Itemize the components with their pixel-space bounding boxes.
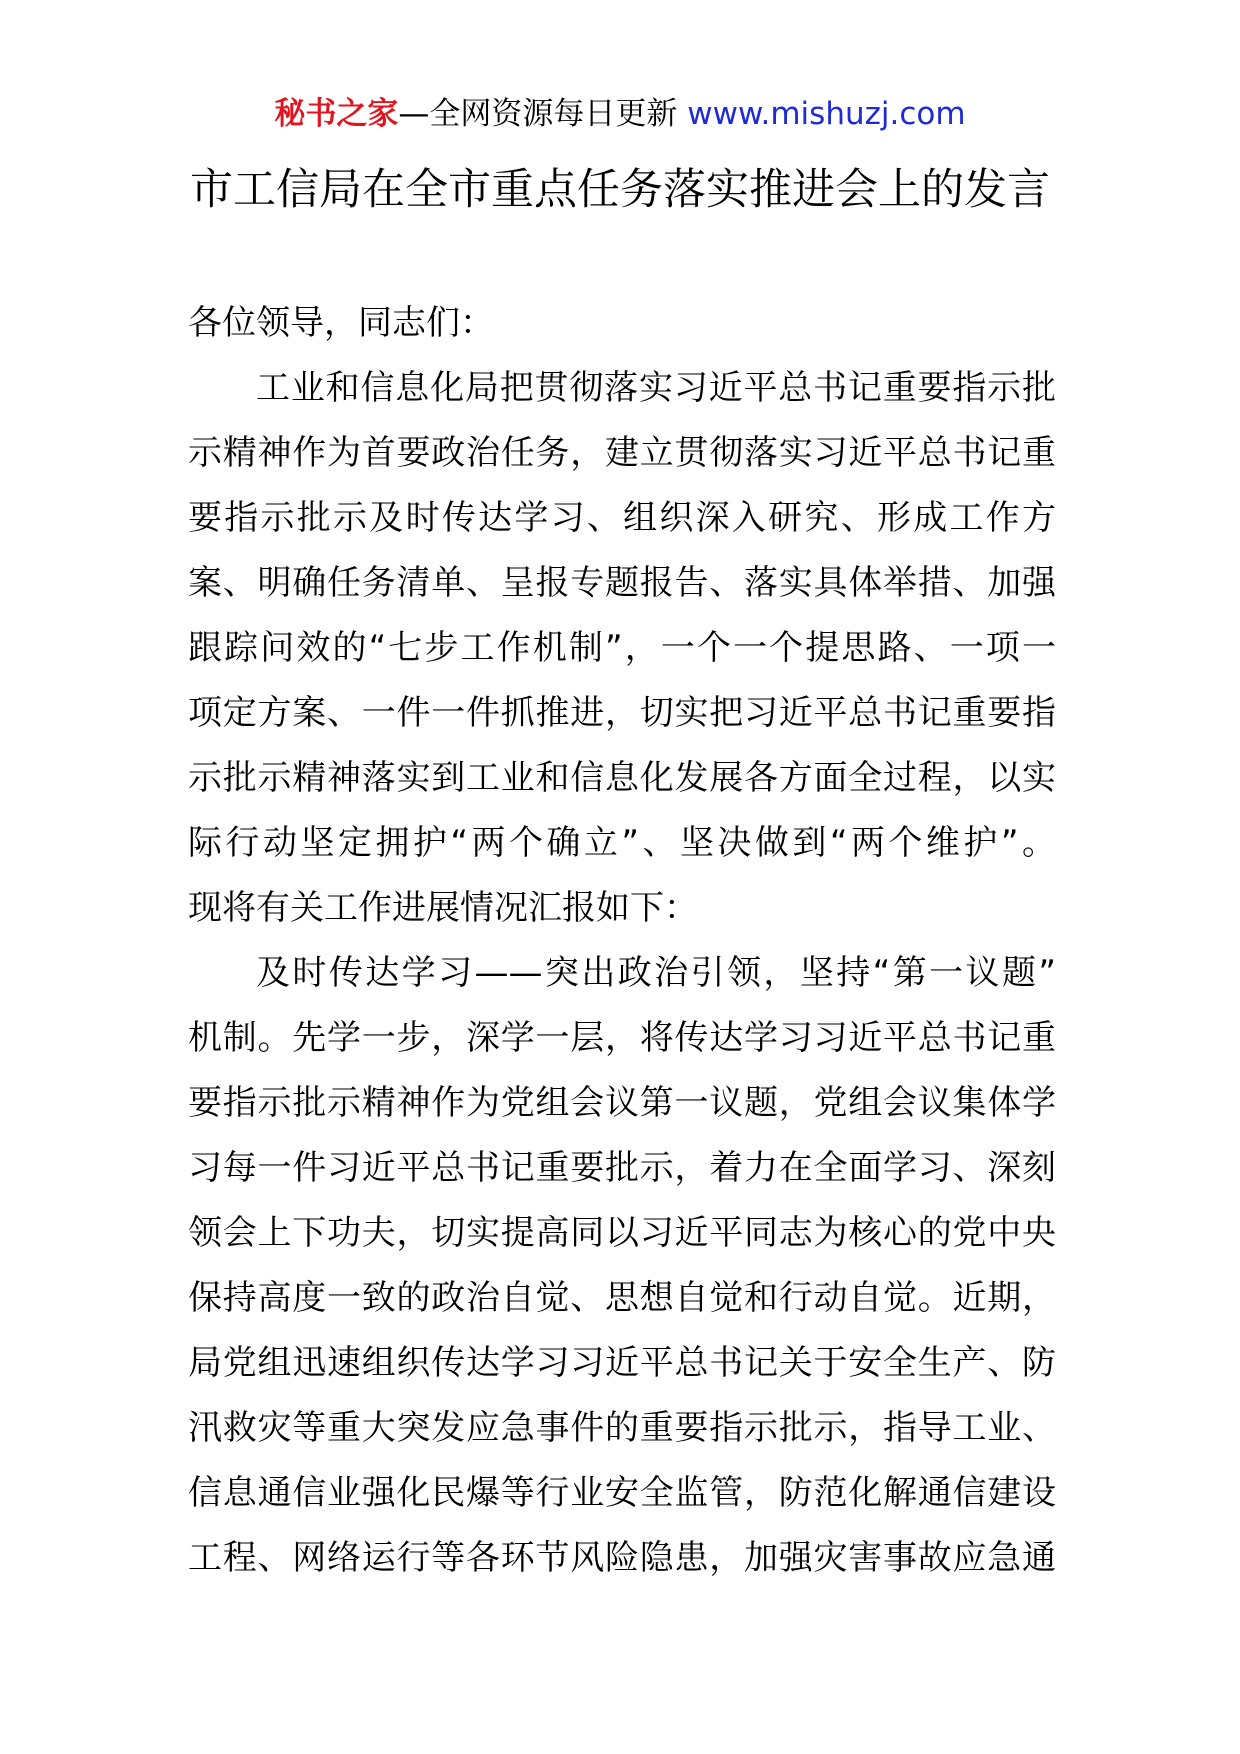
paragraph-line: 案、明确任务清单、呈报专题报告、落实具体举措、加强 — [188, 563, 1056, 603]
paragraph-line: 跟踪问效的“七步工作机制”，一个一个提思路、一项一 — [188, 628, 1056, 668]
paragraph-line: 工业和信息化局把贯彻落实习近平总书记重要指示批 — [256, 368, 1056, 408]
paragraph-line: 示批示精神落实到工业和信息化发展各方面全过程，以实 — [188, 758, 1056, 798]
paragraph-line: 现将有关工作进展情况汇报如下： — [188, 888, 698, 928]
paragraph-line: 机制。先学一步，深学一层，将传达学习习近平总书记重 — [188, 1018, 1056, 1058]
brand-name: 秘书之家 — [274, 96, 399, 132]
paragraph-line: 领会上下功夫，切实提高同以习近平同志为核心的党中央 — [188, 1213, 1056, 1253]
paragraph-line: 及时传达学习——突出政治引领，坚持“第一议题” — [256, 953, 1056, 993]
paragraph-line: 工程、网络运行等各环节风险隐患，加强灾害事故应急通 — [188, 1538, 1056, 1578]
paragraph-line: 保持高度一致的政治自觉、思想自觉和行动自觉。近期， — [188, 1278, 1056, 1318]
site-url[interactable]: www.mishuzj.com — [687, 96, 966, 132]
site-slogan: —全网资源每日更新 — [398, 96, 678, 132]
document-body — [188, 291, 1056, 1591]
salutation-line: 各位领导，同志们： — [188, 303, 494, 343]
paragraph-line: 示精神作为首要政治任务，建立贯彻落实习近平总书记重 — [188, 433, 1056, 473]
paragraph-line: 局党组迅速组织传达学习习近平总书记关于安全生产、防 — [188, 1343, 1056, 1383]
paragraph-line: 习每一件习近平总书记重要批示，着力在全面学习、深刻 — [188, 1148, 1056, 1188]
paragraph-line: 要指示批示及时传达学习、组织深入研究、形成工作方 — [188, 498, 1056, 538]
paragraph-line: 汛救灾等重大突发应急事件的重要指示批示，指导工业、 — [188, 1408, 1056, 1448]
document-title: 市工信局在全市重点任务落实推进会上的发言 — [190, 165, 1050, 215]
site-header — [0, 92, 1240, 136]
paragraph-line: 际行动坚定拥护“两个确立”、坚决做到“两个维护”。 — [188, 823, 1056, 863]
paragraph-line: 信息通信业强化民爆等行业安全监管，防范化解通信建设 — [188, 1473, 1056, 1513]
paragraph-line: 要指示批示精神作为党组会议第一议题，党组会议集体学 — [188, 1083, 1056, 1123]
paragraph-line: 项定方案、一件一件抓推进，切实把习近平总书记重要指 — [188, 693, 1056, 733]
